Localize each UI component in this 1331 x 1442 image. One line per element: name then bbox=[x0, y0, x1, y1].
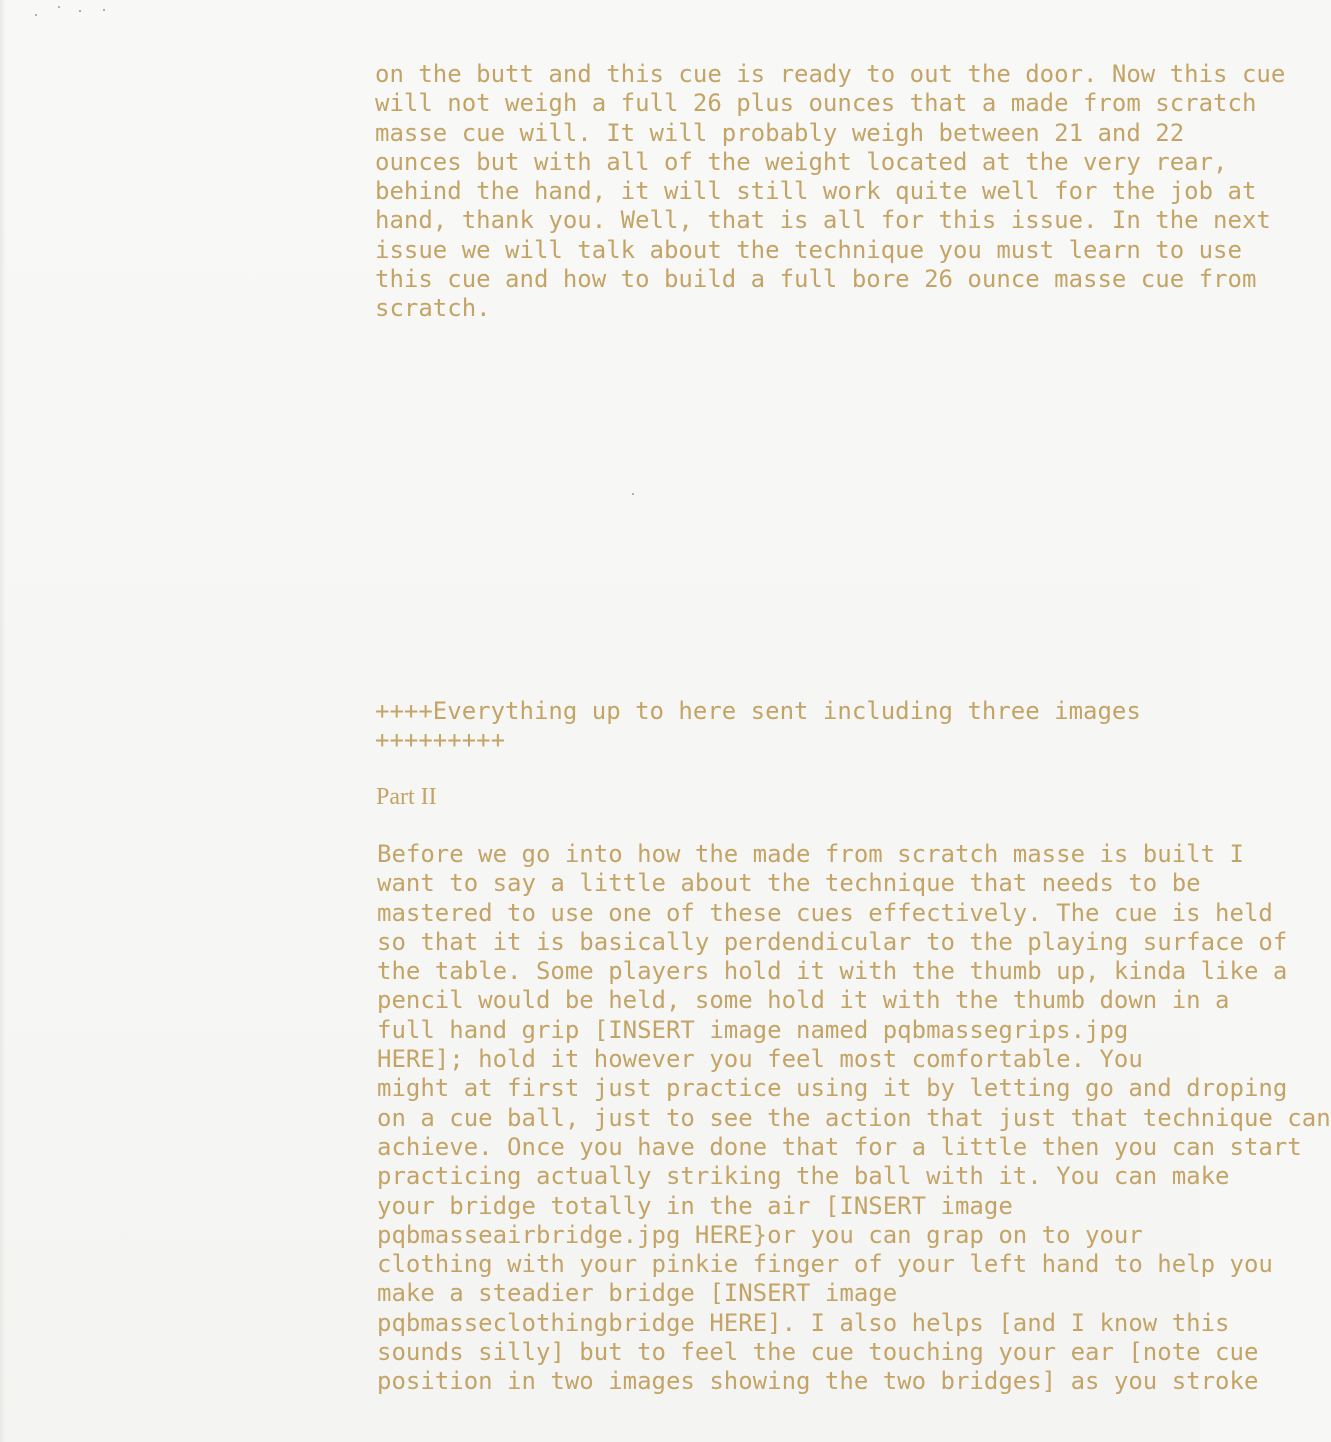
text-line: behind the hand, it will still work quite well for the job at bbox=[375, 177, 1257, 206]
text-line: achieve. Once you have done that for a little then you can start bbox=[377, 1132, 1302, 1161]
text-line: +++++++++ bbox=[375, 726, 506, 755]
scan-speck bbox=[103, 9, 105, 11]
text-line: want to say a little about the technique that needs to be bbox=[377, 869, 1201, 898]
text-line: pqbmasseclothingbridge HERE]. I also helps [and I know this bbox=[377, 1308, 1230, 1337]
part-heading: Part II bbox=[376, 784, 437, 810]
sent-marker-note bbox=[375, 697, 1141, 756]
text-line: scratch. bbox=[375, 294, 491, 323]
text-line: your bridge totally in the air [INSERT image bbox=[377, 1191, 1013, 1220]
text-line: issue we will talk about the technique you must learn to use bbox=[375, 235, 1242, 264]
text-line: ounces but with all of the weight located at the very rear, bbox=[375, 147, 1228, 176]
text-line: will not weigh a full 26 plus ounces that a made from scratch bbox=[375, 89, 1257, 118]
text-line: the table. Some players hold it with the thumb up, kinda like a bbox=[377, 957, 1288, 986]
text-line: this cue and how to build a full bore 26 ounce masse cue from bbox=[375, 265, 1257, 294]
part2-paragraph bbox=[377, 840, 1331, 1397]
text-line: mastered to use one of these cues effectively. The cue is held bbox=[377, 898, 1273, 927]
text-line: practicing actually striking the ball with it. You can make bbox=[377, 1162, 1230, 1191]
text-line: hand, thank you. Well, that is all for this issue. In the next bbox=[375, 206, 1271, 235]
text-line: position in two images showing the two bridges] as you stroke bbox=[377, 1367, 1259, 1396]
text-line: HERE]; hold it however you feel most comfortable. You bbox=[377, 1045, 1143, 1074]
text-line: full hand grip [INSERT image named pqbmassegrips.jpg bbox=[377, 1015, 1129, 1044]
scan-speck bbox=[632, 493, 634, 495]
text-line: Before we go into how the made from scratch masse is built I bbox=[377, 840, 1244, 868]
text-line: so that it is basically perdendicular to the playing surface of bbox=[377, 927, 1288, 956]
text-line: sounds silly] but to feel the cue touching your ear [note cue bbox=[377, 1338, 1259, 1367]
text-line: make a steadier bridge [INSERT image bbox=[377, 1279, 898, 1308]
top-paragraph bbox=[375, 60, 1285, 324]
page-edge-shadow bbox=[0, 0, 6, 1442]
text-line: clothing with your pinkie finger of your left hand to help you bbox=[377, 1250, 1273, 1279]
text-line: on a cue ball, just to see the action that just that technique can bbox=[377, 1103, 1331, 1132]
text-line: pqbmasseairbridge.jpg HERE}or you can grap on to your bbox=[377, 1220, 1143, 1249]
text-line: masse cue will. It will probably weigh between 21 and 22 bbox=[375, 118, 1185, 147]
text-line: pencil would be held, some hold it with the thumb down in a bbox=[377, 986, 1230, 1015]
scan-speck bbox=[58, 6, 60, 8]
text-line: ++++Everything up to here sent including three images bbox=[375, 697, 1141, 725]
text-line: might at first just practice using it by letting go and droping bbox=[377, 1074, 1288, 1103]
text-line: on the butt and this cue is ready to out the door. Now this cue bbox=[375, 60, 1286, 88]
scan-speck bbox=[35, 14, 37, 16]
scan-speck bbox=[79, 10, 81, 12]
